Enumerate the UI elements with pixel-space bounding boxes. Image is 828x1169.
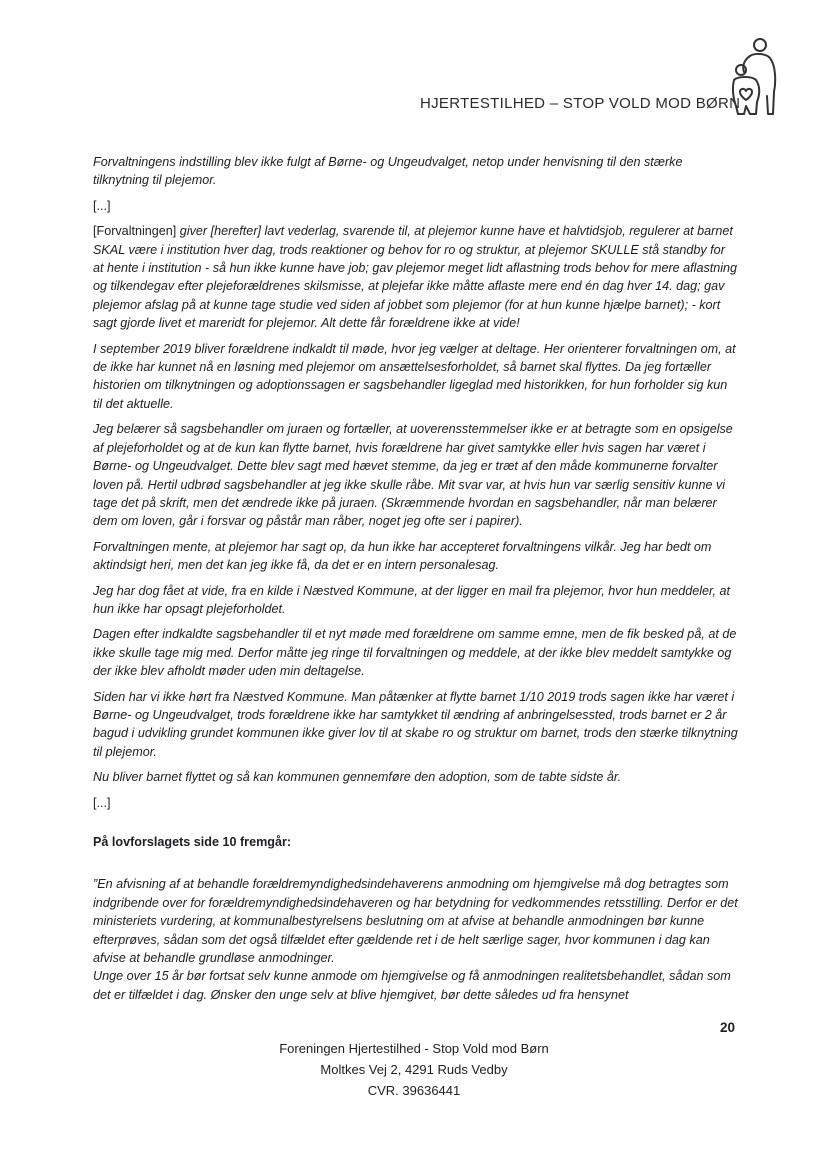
paragraph	[93, 222, 738, 332]
paragraph: Siden har vi ikke hørt fra Næstved Kommune. Man påtænker at flytte barnet 1/10 2019 trods sagen ikke har været i Børne- og Ungeudvalget, trods forældrene ikke har samtykket til ændring af anbringelsessted, trods barnet er 2 år bagud i udvikling grundet kommunen ikke giver lov til at skabe ro og struktur om barnet, trods den stærke tilknytning til plejemor.	[93, 689, 738, 759]
header-title: HJERTESTILHED – STOP VOLD MOD BØRN	[420, 95, 741, 112]
paragraph: I september 2019 bliver forældrene indkaldt til møde, hvor jeg vælger at deltage. Her orienterer forvaltningen om, at de ikke har kunnet nå en løsning med plejemor om ansættelsesforholdet, så barnet skal flyttes. Da jeg fortæller historien om tilknytningen og adoptionssagen er sagsbehandler ligeglad med historikken, for hun forholder sig kun til det aktuelle.	[93, 341, 736, 411]
page-number: 20	[719, 1020, 735, 1035]
paragraph: Forvaltningens indstilling blev ikke fulgt af Børne- og Ungeudvalget, netop under henvisning til den stærke tilknytning til plejemor.	[93, 155, 683, 188]
paragraph: Jeg har dog fået at vide, fra en kilde i Næstved Kommune, at der ligger en mail fra plejemor, hvor hun meddeler, at hun ikke har opsagt plejeforholdet.	[93, 583, 731, 616]
ellipsis: [...]	[93, 198, 111, 213]
paragraph: Nu bliver barnet flyttet og så kan kommunen gennemføre den adoption, som de tabte sidste år.	[93, 770, 622, 785]
family-hug-logo-icon	[724, 36, 780, 120]
section-heading: På lovforslagets side 10 fremgår:	[93, 835, 292, 849]
paragraph: Forvaltningen mente, at plejemor har sagt op, da hun ikke har accepteret forvaltningens vilkår. Jeg har bedt om aktindsigt heri, men det kan jeg ikke få, da det er en intern personalesag.	[93, 539, 712, 573]
paragraph-text: giver [herefter] lavt vederlag, svarende til, at plejemor kunne have et halvtidsjob, regulerer at barnet SKAL være i institution hver dag, trods reaktioner og behov for ro og struktur, at plejemor SKULLE stå standby for at hente i institution - så hun ikke kunne have job; gav plejemor meget lidt aflastning trods behov for mere aflastning og tilkendegav efter plejeforældrenes skilsmisse, at plejefar ikke måtte aflaste mere end én dag hver 14. dag; gav plejemor afslag på at kunne tage studie ved siden af jobbet som plejemor (for at hun kunne hjælpe barnet); - kort sagt gjorde livet et mareridt for plejemor. Alt dette får forældrene ikke at vide!	[93, 224, 738, 331]
quote-paragraph: Unge over 15 år bør fortsat selv kunne anmode om hjemgivelse og få anmodningen realitetsbehandlet, sådan som det er tilfældet i dag. Ønsker den unge selv at blive hjemgivet, bør dette således ud fra hensynet	[93, 969, 731, 1002]
ellipsis: [...]	[93, 795, 111, 810]
letter-body	[93, 153, 738, 1004]
paragraph: Jeg belærer så sagsbehandler om juraen og fortæller, at uoverensstemmelser ikke er at betragte som en opsigelse af plejeforholdet og at de kun kan flytte barnet, hvis forældrene har givet samtykke eller hvis sagen har været i Børne- og Ungeudvalget. Dette blev sagt med hævet stemme, da jeg er træt af den måde kommunerne forvalter loven på. Hertil udbrød sagsbehandler at jeg ikke skulle råbe. Mit svar var, at hvis hun var særlig sensitiv kunne vi tage det på skrift, men det ændrede ikke på juraen. (Skræmmende hvordan en sagsbehandler, når man belærer dem om loven, går i forsvar og påstår man råber, noget jeg ofte ser i papirer).	[93, 422, 733, 529]
footer-organization: Foreningen Hjertestilhed - Stop Vold mod Børn	[279, 1041, 549, 1056]
quote-paragraph: ”En afvisning af at behandle forældremyndighedsindehaverens anmodning om hjemgivelse må dog betragtes som indgribende over for forældremyndighedsindehaveren og har betydning for vedkommendes retsstilling. Derfor er det ministeriets vurdering, at kommunalbestyrelsens beslutning om at afvise at behandle anmodningen bør kunne efterprøves, sådan som det også tilfældet efter gældende ret i de helt særlige sager, hvor kommunen i dag kan afvise at behandle grundløse anmodninger.	[93, 877, 738, 966]
paragraph: Dagen efter indkaldte sagsbehandler til et nyt møde med forældrene om samme emne, men de fik besked på, at de ikke skulle tage mig med. Derfor måtte jeg ringe til forvaltningen og meddele, at der ikke blev meddelt samtykke og der ikke blev afholdt møder uden min deltagelse.	[93, 627, 737, 679]
footer-address: Moltkes Vej 2, 4291 Ruds Vedby	[320, 1062, 508, 1077]
paragraph-prefix: [Forvaltningen]	[93, 224, 177, 239]
footer-cvr: CVR. 39636441	[367, 1083, 461, 1098]
footer	[0, 1038, 828, 1101]
